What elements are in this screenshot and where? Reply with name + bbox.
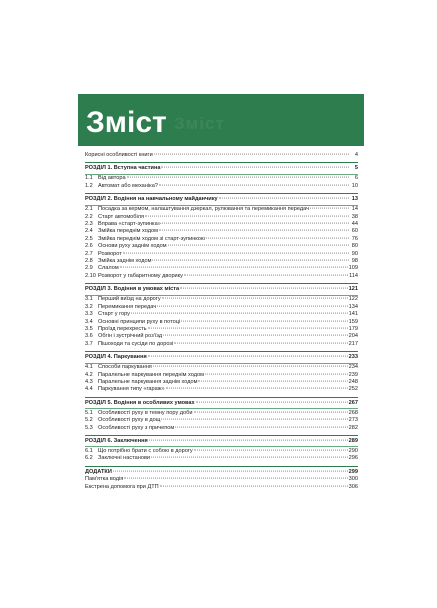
toc-entry	[85, 206, 358, 213]
leader-dots	[162, 223, 349, 224]
toc-entry-number: 1.1	[85, 175, 93, 182]
toc-entry-number: 6.2	[85, 455, 93, 462]
leader-dots	[159, 184, 349, 185]
toc-appendix-entry-text: Екстрена допомога при ДТП	[85, 483, 159, 490]
toc-entry-page: 14	[351, 206, 358, 213]
toc-entry-number: 2.2	[85, 213, 93, 220]
toc-entry-number: 4.4	[85, 386, 93, 393]
toc-section-heading	[85, 196, 358, 203]
toc-entry	[85, 228, 358, 235]
leader-dots	[161, 167, 349, 168]
toc-entry-text: Що потрібно брати с собою в дорогу	[98, 447, 193, 454]
toc-entry-number: 3.4	[85, 318, 93, 325]
toc-section-page: 267	[348, 399, 358, 406]
toc-entry	[85, 455, 358, 462]
toc-entry-number: 2.9	[85, 265, 93, 272]
leader-dots	[124, 478, 347, 479]
heading-underline	[85, 446, 358, 447]
leader-dots	[184, 274, 348, 275]
leader-dots	[194, 411, 348, 412]
toc-entry-page: 38	[351, 213, 358, 220]
section-divider	[85, 351, 358, 352]
toc-entry-text: Змійка переднім ходом	[98, 228, 159, 235]
toc-entry-number: 2.1	[85, 206, 93, 213]
toc-entry-number: 3.1	[85, 296, 93, 303]
toc-entry-page: 234	[348, 364, 358, 371]
toc-entry-page: 252	[348, 386, 358, 393]
toc-entry	[85, 175, 358, 182]
toc-section-page: 121	[348, 286, 358, 293]
toc-entry-number: 1.2	[85, 182, 93, 189]
toc-entry-page: 122	[348, 296, 358, 303]
toc-entry	[85, 258, 358, 265]
toc-entry-text: Проїзд перехресть	[98, 325, 147, 332]
toc-entry-number: 2.4	[85, 228, 93, 235]
title-banner	[78, 94, 364, 146]
leader-dots	[198, 381, 347, 382]
toc-section-heading	[85, 438, 358, 445]
section-divider	[85, 193, 358, 194]
toc-intro-text: Корисні особливості книги	[85, 152, 153, 158]
toc-entry-text: Особливості руху в дощ	[98, 417, 161, 424]
toc-entry-number: 3.6	[85, 333, 93, 340]
toc-entry	[85, 417, 358, 424]
toc-entry-page: 134	[348, 303, 358, 310]
toc-entry-number: 2.8	[85, 258, 93, 265]
leader-dots	[157, 305, 347, 306]
leader-dots	[113, 470, 348, 471]
toc-entry-page: 44	[351, 221, 358, 228]
section-divider	[85, 397, 358, 398]
leader-dots	[152, 260, 349, 261]
toc-entry-text: Змійка заднім ходом	[98, 258, 152, 265]
toc-entry-text: Розворот	[98, 250, 122, 257]
toc-entry-text: Слалом	[98, 265, 119, 272]
toc-section-page: 5	[354, 165, 358, 172]
leader-dots	[205, 373, 348, 374]
toc-entry-text: Від автора	[98, 175, 126, 182]
toc-entry-page: 80	[351, 243, 358, 250]
toc-section-heading	[85, 286, 358, 293]
toc-section-title: РОЗДІЛ 4. Паркування	[85, 354, 147, 361]
toc-entry	[85, 214, 358, 221]
toc-entry	[85, 386, 358, 393]
toc-entry-page: 296	[348, 455, 358, 462]
book-page	[78, 94, 364, 510]
toc-entry-text: Паралельне паркування заднім ходом	[98, 378, 198, 385]
toc-entry-number: 4.3	[85, 378, 93, 385]
toc-entry-page: 248	[348, 378, 358, 385]
toc-entry	[85, 448, 358, 455]
table-of-contents	[85, 152, 358, 491]
toc-entry-text: Розворот у габаритному дворику	[98, 272, 183, 279]
leader-dots	[123, 252, 349, 253]
toc-entry-number: 4.2	[85, 371, 93, 378]
toc-entry-page: 114	[349, 272, 358, 279]
leader-dots	[168, 245, 349, 246]
toc-entry	[85, 425, 358, 432]
section-divider	[85, 162, 358, 163]
toc-entry-page: 60	[351, 228, 358, 235]
toc-entry	[85, 236, 358, 243]
leader-dots	[219, 198, 349, 199]
toc-section-heading	[85, 165, 358, 172]
toc-entry-number: 3.2	[85, 303, 93, 310]
toc-section-page: 289	[348, 437, 358, 444]
toc-entry	[85, 364, 358, 371]
toc-entry	[85, 265, 358, 272]
toc-entry-page: 6	[354, 175, 358, 182]
toc-entry	[85, 372, 358, 379]
heading-underline	[85, 174, 358, 175]
toc-appendix-entry	[85, 484, 358, 491]
toc-appendix-entry-page: 306	[348, 483, 358, 490]
toc-intro-page: 4	[354, 152, 358, 158]
toc-entry-text: Старт у гору	[98, 311, 130, 318]
leader-dots	[161, 419, 347, 420]
leader-dots	[131, 313, 348, 314]
section-divider	[85, 283, 358, 284]
leader-dots	[196, 401, 348, 402]
toc-appendix-heading	[85, 469, 358, 476]
toc-entry-number: 5.2	[85, 417, 93, 424]
toc-entry-number: 2.7	[85, 250, 93, 257]
toc-entry	[85, 304, 358, 311]
toc-entry-text: Посадка за кермом, налаштування дзеркал, рулювання та перемикання передач	[98, 206, 310, 213]
toc-entry-text: Пішоходи та сусіди по дорозі	[98, 340, 174, 347]
leader-dots	[162, 298, 348, 299]
toc-entry-text: Перший виїзд на дорогу	[98, 296, 161, 303]
toc-appendix-entry	[85, 476, 358, 483]
toc-section-title: РОЗДІЛ 3. Водіння в умовах міста	[85, 286, 180, 293]
toc-entry	[85, 251, 358, 258]
toc-entry-page: 179	[348, 325, 358, 332]
toc-entry-number: 2.10	[85, 272, 96, 279]
toc-entry-number: 5.3	[85, 424, 93, 431]
leader-dots	[159, 230, 349, 231]
heading-underline	[85, 205, 358, 206]
toc-section-heading	[85, 400, 358, 407]
toc-entry-number: 2.3	[85, 221, 93, 228]
toc-section-title: РОЗДІЛ 5. Водіння в особливих умовах	[85, 399, 195, 406]
section-divider	[85, 466, 358, 467]
leader-dots	[310, 208, 349, 209]
toc-entry-text: Особливості руху в темну пору доби	[98, 409, 193, 416]
toc-entry-number: 6.1	[85, 447, 93, 454]
toc-entry-number: 3.5	[85, 325, 93, 332]
leader-dots	[166, 388, 348, 389]
toc-entry	[85, 379, 358, 386]
heading-underline	[85, 408, 358, 409]
toc-entry-text: Заключні настанови	[98, 455, 151, 462]
toc-entry-number: 5.1	[85, 409, 93, 416]
toc-entry-page: 90	[351, 250, 358, 257]
toc-entry-page: 76	[351, 235, 358, 242]
toc-entry-page: 109	[348, 265, 358, 272]
leader-dots	[180, 288, 348, 289]
toc-entry-page: 159	[348, 318, 358, 325]
toc-entry-number: 4.1	[85, 364, 93, 371]
leader-dots	[148, 356, 348, 357]
toc-entry-text: Основні принципи руху в потоці	[98, 318, 181, 325]
toc-entry-text: Паркування типу «гараж»	[98, 386, 165, 393]
toc-entry	[85, 341, 358, 348]
toc-section-title: РОЗДІЛ 1. Вступна частина	[85, 165, 161, 172]
toc-entry-text: Перемикання передач	[98, 303, 157, 310]
toc-entry-text: Паралельне паркування переднім ходом	[98, 371, 204, 378]
toc-entry-text: Старт автомобіля	[98, 213, 145, 220]
toc-entry	[85, 333, 358, 340]
toc-entry-page: 98	[351, 258, 358, 265]
toc-entry-page: 10	[351, 182, 358, 189]
section-divider	[85, 435, 358, 436]
toc-appendix-title: ДОДАТКИ	[85, 468, 112, 475]
toc-entry-page: 217	[348, 340, 358, 347]
toc-entry	[85, 243, 358, 250]
toc-appendix-page: 299	[348, 468, 358, 475]
toc-entry-page: 273	[348, 417, 358, 424]
leader-dots	[163, 335, 348, 336]
page-title: Зміст	[86, 106, 167, 139]
toc-entry-page: 268	[348, 409, 358, 416]
toc-appendix-items	[85, 476, 358, 491]
toc-intro	[85, 152, 358, 159]
toc-entry-number: 3.3	[85, 311, 93, 318]
banner-watermark: Зміст	[174, 114, 225, 133]
toc-section-page: 13	[351, 196, 358, 203]
toc-entry-number: 2.6	[85, 243, 93, 250]
toc-entry	[85, 273, 358, 280]
leader-dots	[127, 177, 349, 178]
toc-entry-text: Автомат або механіка?	[98, 182, 158, 189]
toc-entry	[85, 319, 358, 326]
leader-dots	[181, 320, 347, 321]
toc-entry	[85, 183, 358, 190]
leader-dots	[206, 237, 349, 238]
toc-entry-number: 3.7	[85, 340, 93, 347]
toc-entry-number: 2.5	[85, 235, 93, 242]
leader-dots	[145, 215, 349, 216]
toc-entry-text: Обгін і зустрічний роз'їзд	[98, 333, 163, 340]
toc-entry-page: 141	[348, 311, 358, 318]
toc-section-heading	[85, 354, 358, 361]
toc-entry-page: 239	[348, 371, 358, 378]
leader-dots	[120, 267, 348, 268]
toc-entry	[85, 410, 358, 417]
toc-entry-page: 282	[348, 424, 358, 431]
toc-entry-text: Особливості руху з причепом	[98, 424, 175, 431]
leader-dots	[175, 426, 347, 427]
toc-entry-text: Способи паркування	[98, 364, 152, 371]
toc-section-page: 233	[348, 354, 358, 361]
toc-appendix-entry-text: Пам'ятка водія	[85, 476, 124, 483]
toc-sections	[85, 162, 358, 462]
toc-entry-text: Основи руху заднім ходом	[98, 243, 167, 250]
leader-dots	[148, 328, 348, 329]
toc-entry	[85, 296, 358, 303]
heading-underline	[85, 363, 358, 364]
leader-dots	[194, 450, 348, 451]
toc-section-title: РОЗДІЛ 2. Водіння на навчальному майданчику	[85, 196, 218, 203]
toc-entry-page: 204	[348, 333, 358, 340]
toc-entry-text: Змійка переднім ходом зі старт-зупинкою	[98, 235, 206, 242]
leader-dots	[151, 457, 348, 458]
leader-dots	[174, 342, 347, 343]
leader-dots	[154, 154, 349, 155]
toc-section-title: РОЗДІЛ 6. Заключення	[85, 437, 148, 444]
leader-dots	[149, 440, 348, 441]
toc-appendix-entry-page: 300	[348, 476, 358, 483]
toc-entry-text: Вправа «старт-зупинка»	[98, 221, 161, 228]
toc-entry-page: 290	[348, 447, 358, 454]
toc-entry	[85, 311, 358, 318]
leader-dots	[153, 366, 348, 367]
leader-dots	[160, 485, 348, 486]
